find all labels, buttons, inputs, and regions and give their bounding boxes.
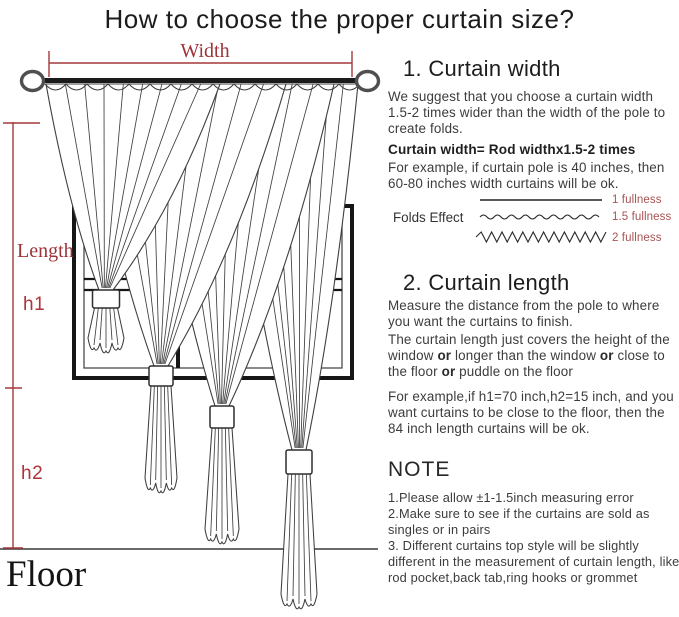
page-title: How to choose the proper curtain size? [104, 4, 575, 34]
note-heading: NOTE [388, 458, 451, 481]
fullness-1-label: 1 fullness [612, 194, 662, 206]
floor-label: Floor [6, 554, 87, 595]
curtain-width-formula: Curtain width= Rod widthx1.5-2 times [388, 142, 636, 157]
section-2-heading: 2. Curtain length [403, 270, 570, 295]
h1-label: h1 [23, 294, 46, 315]
rod-finial-left [22, 72, 44, 91]
fullness-1-5-line [480, 215, 599, 219]
section-1-paragraph: We suggest that you choose a curtain width 1.5-2 times wider than the width of the pole to create folds. [388, 89, 666, 137]
folds-effect-lines [470, 190, 620, 252]
folds-effect-label: Folds Effect [393, 210, 464, 225]
section-1-example: For example, if curtain pole is 40 inches, then 60-80 inches width curtains will be ok. [388, 160, 665, 192]
note-list [388, 490, 679, 586]
section-2-options: The curtain length just covers the height of the window or longer than the window or close to the floor or puddle on the floor [388, 332, 670, 380]
fullness-1-5-label: 1.5 fullness [612, 211, 672, 223]
length-label: Length [17, 240, 74, 262]
section-1-heading: 1. Curtain width [403, 56, 561, 81]
curtain-bundles [46, 84, 358, 609]
h2-label: h2 [21, 463, 44, 484]
note-item: 2.Make sure to see if the curtains are sold as singles or in pairs [388, 506, 650, 537]
fullness-2-line [476, 232, 606, 242]
note-item: 3. Different curtains top style will be slightly different in the measurement of curtain length, like rod pocket,back tab,ring hooks or grommet [388, 538, 679, 585]
note-item: 1.Please allow ±1-1.5inch measuring error [388, 490, 634, 505]
rod-finial-right [357, 72, 379, 91]
width-label: Width [180, 40, 230, 62]
fullness-2-label: 2 fullness [612, 232, 662, 244]
section-2-example: For example,if h1=70 inch,h2=15 inch, and you want curtains to be close to the floor, then the 84 inch length curtains will be ok. [388, 389, 674, 437]
section-2-paragraph: Measure the distance from the pole to where you want the curtains to finish. [388, 298, 660, 330]
